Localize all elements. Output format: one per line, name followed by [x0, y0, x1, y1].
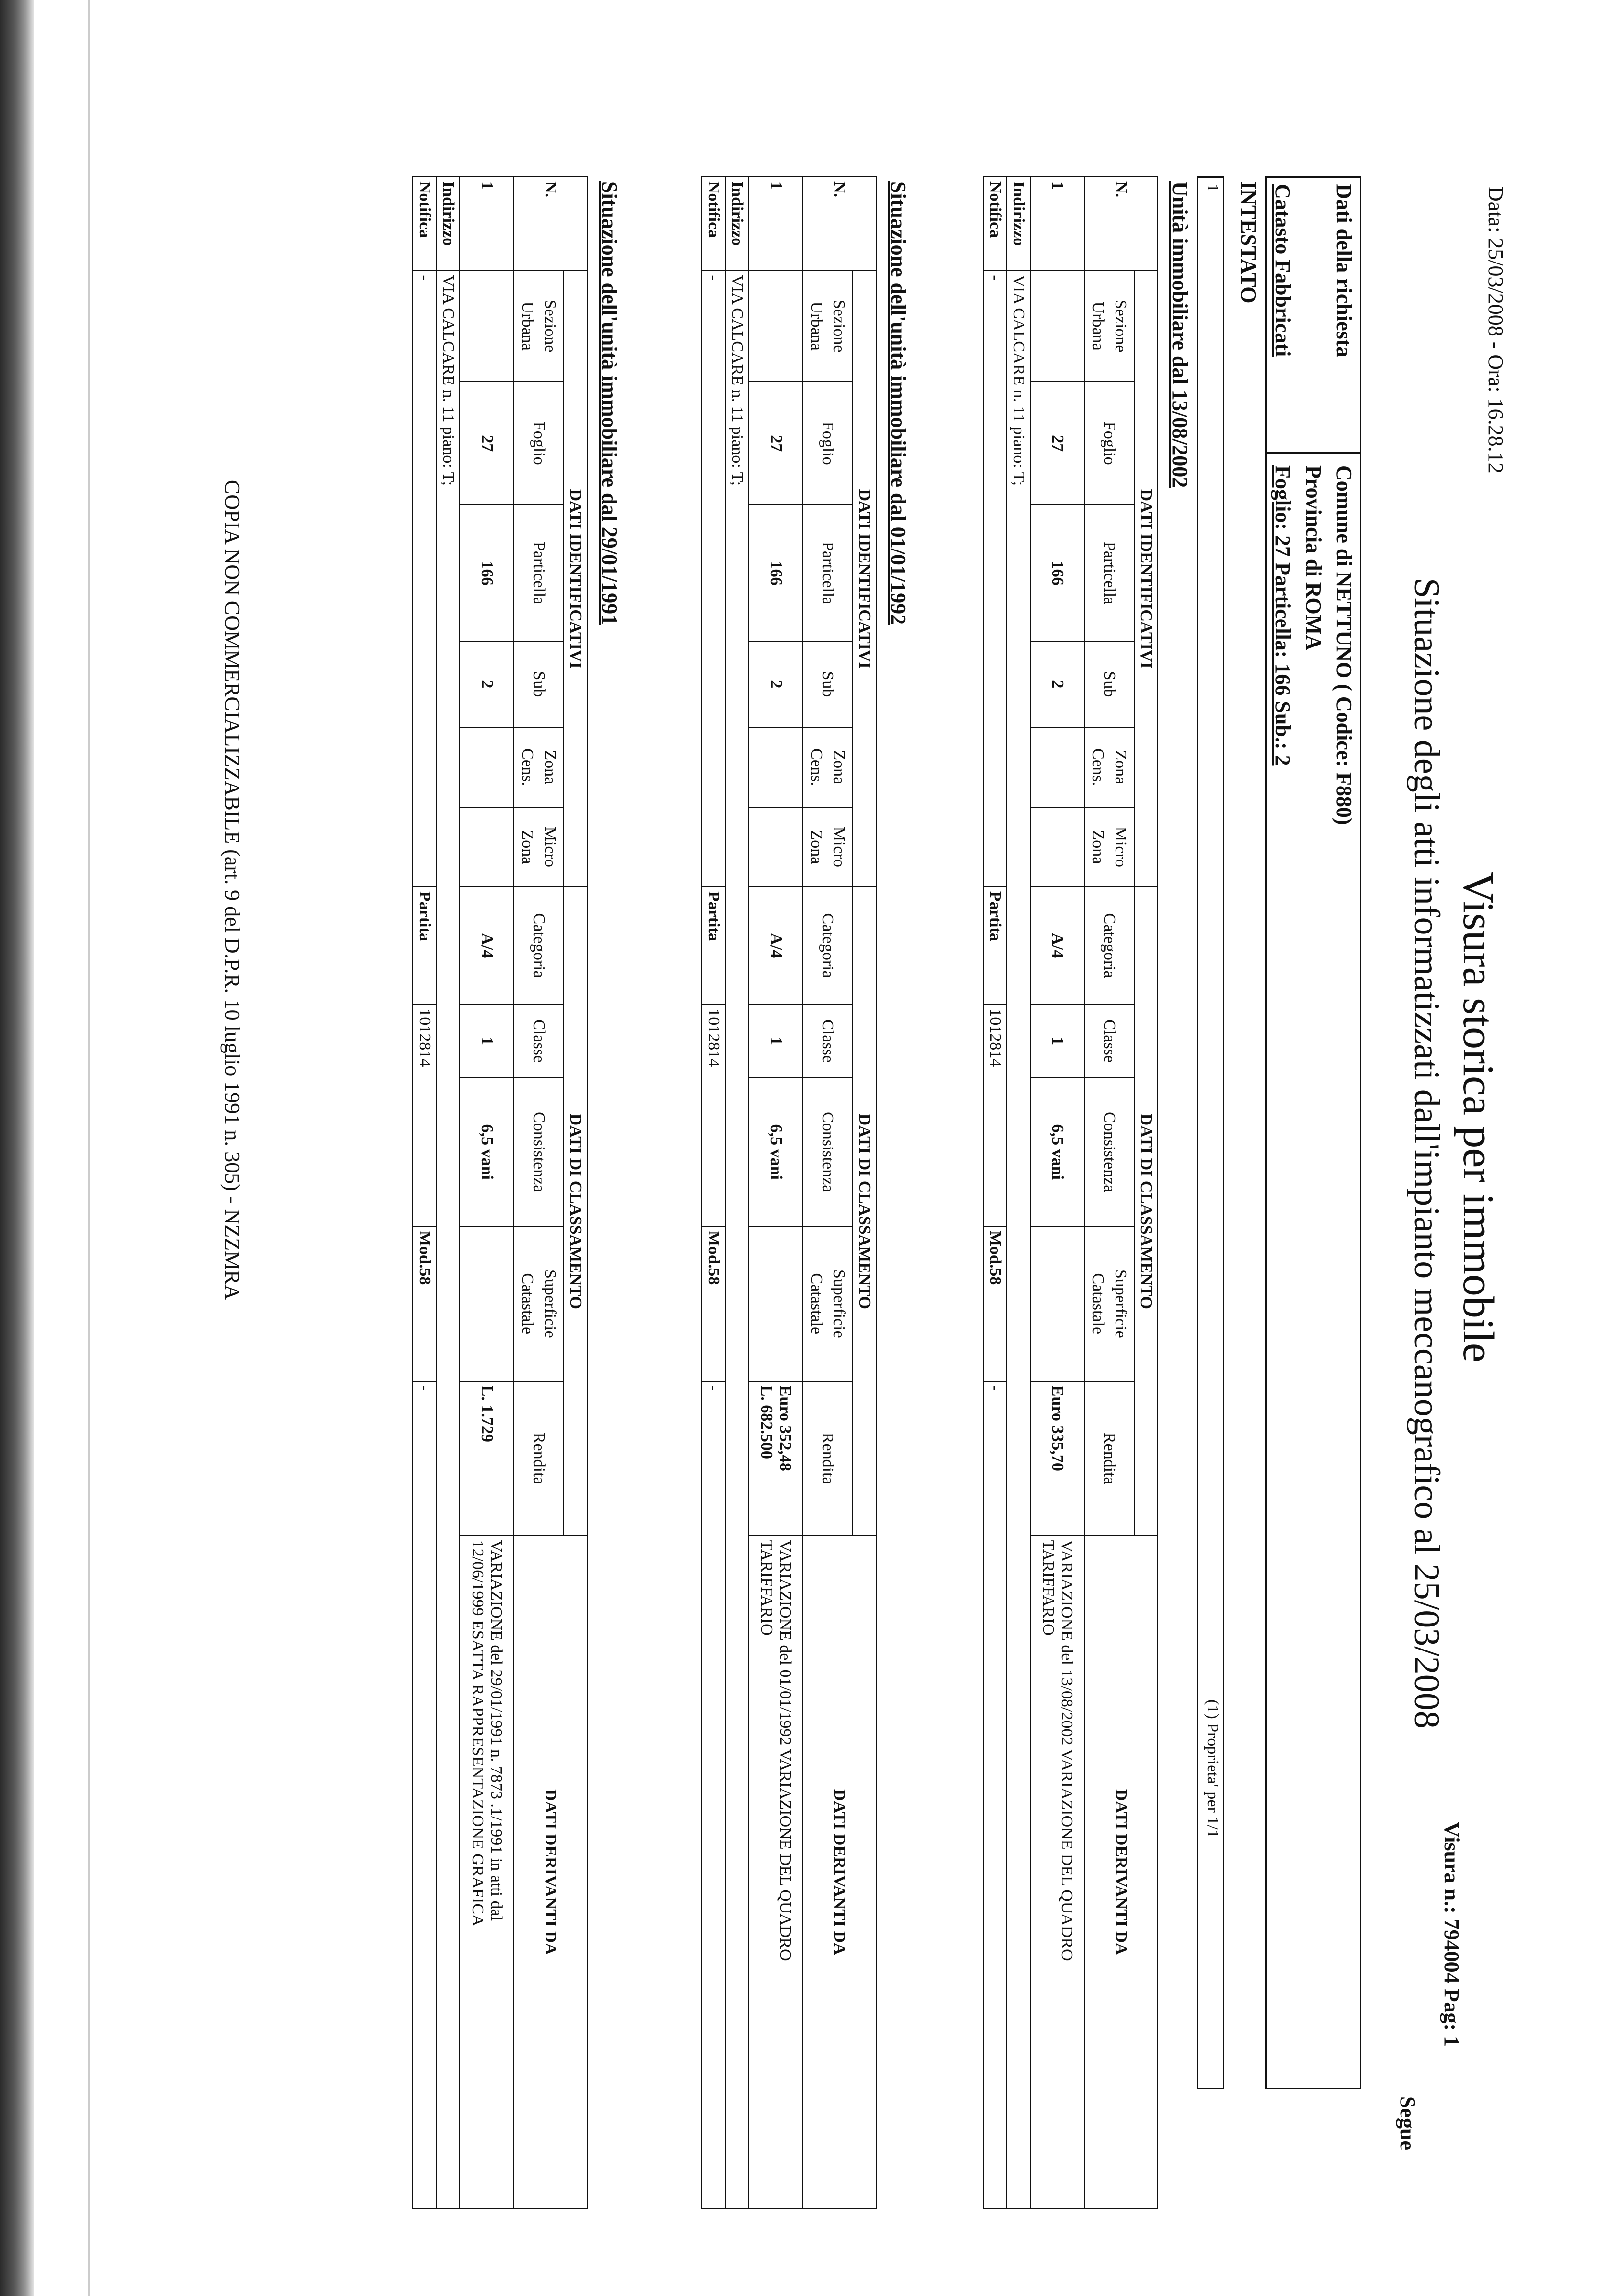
cell-superficie [1030, 1226, 1084, 1381]
cell-categoria: A/4 [460, 887, 514, 1004]
cell-classe: 1 [460, 1004, 514, 1077]
date-line: Data: 25/03/2008 - Ora: 16.28.12 [1484, 186, 1508, 474]
mod58-label: Mod.58 [983, 1226, 1007, 1381]
indirizzo-value: VIA CALCARE n. 11 piano: T; [436, 270, 460, 2208]
cell-classe: 1 [749, 1004, 803, 1077]
col-sezione: Sezione Urbana [514, 270, 564, 382]
notifica-value: - [702, 270, 725, 887]
indirizzo-value: VIA CALCARE n. 11 piano: T; [725, 270, 749, 2208]
partita-label: Partita [413, 887, 436, 1004]
group-derivanti: DATI DERIVANTI DA [514, 1536, 587, 2208]
col-categoria: Categoria [514, 887, 564, 1004]
section-2-title: Situazione dell'unità immobiliare dal 01/01/1992 [886, 181, 910, 625]
intestato-label: INTESTATO [1236, 181, 1260, 304]
cell-derivanti: VARIAZIONE del 29/01/1991 n. 7873 .1/1991 in atti dal 12/06/1999 ESATTA RAPPRESENTAZIONE GRAFICA [460, 1536, 514, 2208]
col-superficie: Superficie Catastale [803, 1226, 853, 1381]
col-sub: Sub [514, 641, 564, 727]
cell-categoria: A/4 [1030, 887, 1084, 1004]
col-n: N. [803, 177, 876, 270]
col-sezione: Sezione Urbana [1084, 270, 1134, 382]
mod58-value: - [983, 1381, 1007, 2208]
indirizzo-value: VIA CALCARE n. 11 piano: T; [1007, 270, 1030, 2208]
partita-label: Partita [983, 887, 1007, 1004]
document-subtitle: Situazione degli atti informatizzati dall'impianto meccanografico al 25/03/2008 [1406, 578, 1447, 1729]
intestato-proprieta: (1) Proprieta' per 1/1 [1204, 1699, 1222, 1838]
cell-micro [460, 807, 514, 887]
notifica-value: - [983, 270, 1007, 887]
cell-n: 1 [460, 177, 514, 270]
section-3-table [412, 176, 588, 2209]
cell-consistenza: 6,5 vani [749, 1078, 803, 1226]
section-2-table [701, 176, 877, 2209]
cell-zona [460, 727, 514, 807]
scan-edge [0, 0, 34, 2296]
col-foglio: Foglio [514, 382, 564, 505]
cell-particella: 166 [460, 505, 514, 641]
cell-foglio: 27 [1030, 382, 1084, 505]
catasto-label: Catasto Fabbricati [1271, 184, 1295, 357]
partita-value: 1012814 [983, 1004, 1007, 1226]
visura-number: Visura n.: 794004 Pag: 1 [1440, 1822, 1464, 2047]
cell-derivanti: VARIAZIONE del 13/08/2002 VARIAZIONE DEL QUADRO TARIFFARIO [1030, 1536, 1084, 2208]
foglio-text: Foglio: 27 Particella: 166 Sub.: 2 [1271, 465, 1295, 766]
cell-particella: 166 [749, 505, 803, 641]
indirizzo-label: Indirizzo [725, 177, 749, 270]
richiesta-label: Dati della richiesta [1332, 184, 1356, 358]
mod58-label: Mod.58 [702, 1226, 725, 1381]
col-particella: Particella [1084, 505, 1134, 641]
col-categoria: Categoria [803, 887, 853, 1004]
group-classamento: DATI DI CLASSAMENTO [853, 887, 876, 1536]
col-n: N. [514, 177, 587, 270]
notifica-label: Notifica [983, 177, 1007, 270]
col-zona: Zona Cens. [803, 727, 853, 807]
col-consistenza: Consistenza [1084, 1078, 1134, 1226]
col-consistenza: Consistenza [803, 1078, 853, 1226]
mod58-value: - [702, 1381, 725, 2208]
col-zona: Zona Cens. [1084, 727, 1134, 807]
document-page [147, 78, 1567, 2258]
notifica-label: Notifica [702, 177, 725, 270]
cell-consistenza: 6,5 vani [1030, 1078, 1084, 1226]
richiesta-box [1265, 176, 1361, 2089]
cell-n: 1 [1030, 177, 1084, 270]
col-n: N. [1084, 177, 1158, 270]
cell-foglio: 27 [460, 382, 514, 505]
col-foglio: Foglio [1084, 382, 1134, 505]
cell-particella: 166 [1030, 505, 1084, 641]
cell-micro [1030, 807, 1084, 887]
cell-sezione [1030, 270, 1084, 382]
col-sub: Sub [1084, 641, 1134, 727]
comune-text: Comune di NETTUNO ( Codice: F880) [1332, 465, 1356, 825]
col-particella: Particella [514, 505, 564, 641]
cell-superficie [749, 1226, 803, 1381]
cell-rendita: Euro 335,70 [1030, 1381, 1084, 1536]
group-classamento: DATI DI CLASSAMENTO [564, 887, 587, 1536]
cell-zona [749, 727, 803, 807]
document-title: Visura storica per immobile [1454, 872, 1502, 1363]
cell-sezione [749, 270, 803, 382]
cell-sezione [460, 270, 514, 382]
cell-n: 1 [749, 177, 803, 270]
mod58-value: - [413, 1381, 436, 2208]
col-superficie: Superficie Catastale [514, 1226, 564, 1381]
col-classe: Classe [1084, 1004, 1134, 1077]
col-rendita: Rendita [514, 1381, 564, 1536]
cell-sub: 2 [749, 641, 803, 727]
cell-foglio: 27 [749, 382, 803, 505]
col-classe: Classe [803, 1004, 853, 1077]
col-micro: Micro Zona [514, 807, 564, 887]
table-row [1030, 177, 1084, 2208]
col-foglio: Foglio [803, 382, 853, 505]
section-1-table [983, 176, 1158, 2209]
cell-micro [749, 807, 803, 887]
cell-rendita: Euro 352,48 L. 682.500 [749, 1381, 803, 1536]
indirizzo-label: Indirizzo [1007, 177, 1030, 270]
col-rendita: Rendita [803, 1381, 853, 1536]
partita-value: 1012814 [702, 1004, 725, 1226]
group-identificativi: DATI IDENTIFICATIVI [1134, 270, 1158, 887]
table-row [460, 177, 514, 2208]
col-sub: Sub [803, 641, 853, 727]
cell-consistenza: 6,5 vani [460, 1078, 514, 1226]
col-categoria: Categoria [1084, 887, 1134, 1004]
col-classe: Classe [514, 1004, 564, 1077]
section-3-title: Situazione dell'unità immobiliare dal 29/01/1991 [597, 181, 621, 625]
partita-value: 1012814 [413, 1004, 436, 1226]
col-sezione: Sezione Urbana [803, 270, 853, 382]
mod58-label: Mod.58 [413, 1226, 436, 1381]
cell-zona [1030, 727, 1084, 807]
cell-categoria: A/4 [749, 887, 803, 1004]
col-consistenza: Consistenza [514, 1078, 564, 1226]
section-1-title: Unità immobiliare dal 13/08/2002 [1168, 181, 1192, 488]
cell-rendita: L. 1.729 [460, 1381, 514, 1536]
scan-fold-line [88, 0, 90, 2296]
col-rendita: Rendita [1084, 1381, 1134, 1536]
col-zona: Zona Cens. [514, 727, 564, 807]
group-classamento: DATI DI CLASSAMENTO [1134, 887, 1158, 1536]
indirizzo-label: Indirizzo [436, 177, 460, 270]
cell-superficie [460, 1226, 514, 1381]
group-derivanti: DATI DERIVANTI DA [803, 1536, 876, 2208]
notifica-value: - [413, 270, 436, 887]
group-identificativi: DATI IDENTIFICATIVI [564, 270, 587, 887]
cell-sub: 2 [1030, 641, 1084, 727]
cell-classe: 1 [1030, 1004, 1084, 1077]
cell-sub: 2 [460, 641, 514, 727]
footer-note: COPIA NON COMMERCIALIZZABILE (art. 9 del D.P.R. 10 luglio 1991 n. 305) - NZZMRA [220, 480, 244, 1300]
partita-label: Partita [702, 887, 725, 1004]
group-derivanti: DATI DERIVANTI DA [1084, 1536, 1158, 2208]
provincia-text: Provincia di ROMA [1302, 465, 1326, 651]
col-micro: Micro Zona [1084, 807, 1134, 887]
intestato-n: 1 [1204, 184, 1222, 192]
notifica-label: Notifica [413, 177, 436, 270]
cell-derivanti: VARIAZIONE del 01/01/1992 VARIAZIONE DEL QUADRO TARIFFARIO [749, 1536, 803, 2208]
col-superficie: Superficie Catastale [1084, 1226, 1134, 1381]
group-identificativi: DATI IDENTIFICATIVI [853, 270, 876, 887]
col-micro: Micro Zona [803, 807, 853, 887]
table-row [749, 177, 803, 2208]
segue-label: Segue [1396, 2096, 1420, 2150]
col-particella: Particella [803, 505, 853, 641]
